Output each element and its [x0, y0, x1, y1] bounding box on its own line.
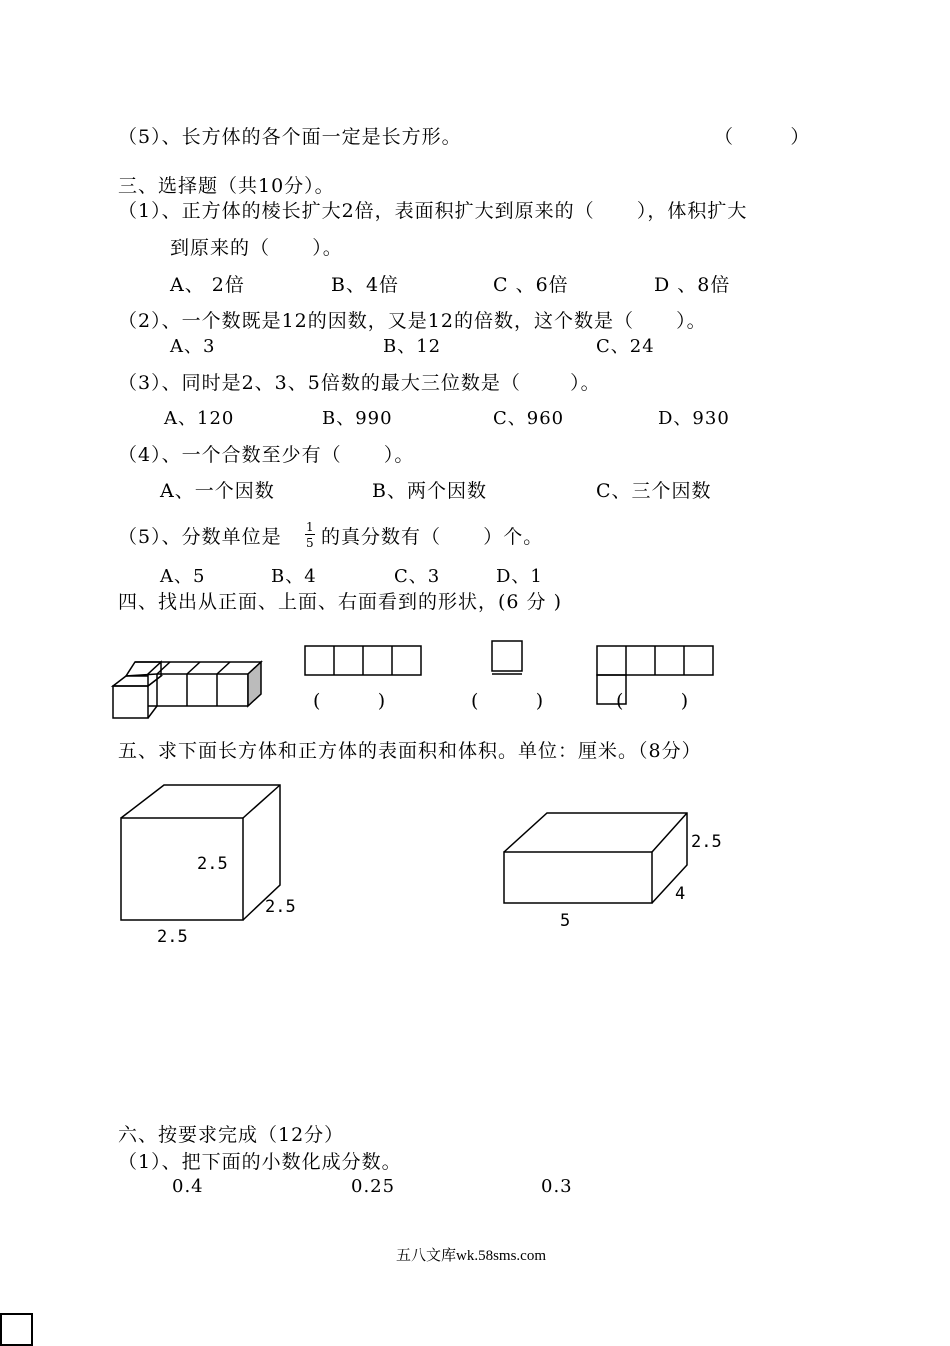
view-shape-2[interactable] — [492, 641, 522, 674]
cube-depth-label: 2.5 — [265, 897, 296, 917]
option-c[interactable]: C、三个因数 — [596, 480, 712, 502]
answer-blank[interactable]: ( ) — [616, 690, 690, 712]
decimal-item: 0.3 — [541, 1176, 573, 1197]
cuboid-depth-label: 4 — [675, 884, 686, 904]
option-b[interactable]: B、12 — [383, 336, 442, 357]
option-d[interactable]: D 、8倍 — [654, 274, 731, 296]
option-a[interactable]: A、一个因数 — [160, 480, 275, 502]
section-5-title: 五、求下面长方体和正方体的表面积和体积。单位：厘米。（8分） — [118, 740, 702, 762]
choice-question-4: （4）、一个合数至少有（ ）。 — [118, 444, 415, 466]
option-d[interactable]: D、930 — [658, 408, 730, 429]
option-c[interactable]: C、960 — [493, 408, 565, 429]
option-a[interactable]: A、3 — [170, 336, 216, 357]
question-6-1: （1）、把下面的小数化成分数。 — [118, 1151, 402, 1173]
cuboid-figure — [504, 813, 687, 903]
answer-blank[interactable]: ( ) — [471, 690, 545, 712]
choice-question-2: （2）、一个数既是12的因数，又是12的倍数，这个数是（ ）。 — [118, 310, 707, 332]
cuboid-height-label: 2.5 — [691, 832, 722, 852]
option-b[interactable]: B、4倍 — [331, 274, 400, 296]
cube-height-label: 2.5 — [197, 854, 228, 874]
decimal-item: 0.4 — [172, 1176, 204, 1197]
fraction — [305, 521, 315, 549]
option-a[interactable]: A、120 — [164, 408, 235, 429]
option-b[interactable]: B、990 — [322, 408, 393, 429]
page-corner-box — [1, 1314, 32, 1345]
footer-watermark: 五八文库wk.58sms.com — [396, 1248, 547, 1264]
choice-question-5-cont: 的真分数有（ ）个。 — [321, 526, 544, 548]
cube-stack-figure — [113, 662, 261, 718]
cube-width-label: 2.5 — [157, 927, 188, 947]
option-c[interactable]: C、3 — [394, 566, 441, 587]
option-c[interactable]: C、24 — [596, 336, 655, 357]
section-6-title: 六、按要求完成（12分） — [118, 1124, 345, 1146]
option-b[interactable]: B、4 — [271, 566, 317, 587]
answer-blank[interactable]: ( ) — [313, 690, 387, 712]
section-4-title: 四、找出从正面、上面、右面看到的形状，(6 分 ) — [118, 591, 562, 613]
option-c[interactable]: C 、6倍 — [493, 274, 569, 296]
decimal-item: 0.25 — [351, 1176, 396, 1197]
section-3-title: 三、选择题（共10分）。 — [118, 175, 335, 197]
choice-question-5: （5）、分数单位是 — [118, 526, 282, 548]
view-shape-1[interactable] — [305, 646, 421, 675]
choice-question-1-cont: 到原来的（ ）。 — [170, 237, 343, 259]
cube-figure — [121, 785, 280, 920]
option-b[interactable]: B、两个因数 — [372, 480, 487, 502]
judge-question-5: （5）、长方体的各个面一定是长方形。 — [118, 126, 462, 148]
option-d[interactable]: D、1 — [496, 566, 543, 587]
fraction-numerator: 1 — [306, 520, 314, 534]
option-a[interactable]: A、5 — [160, 566, 206, 587]
fraction-denominator: 5 — [306, 536, 314, 550]
option-a[interactable]: A、 2倍 — [170, 274, 245, 296]
answer-blank[interactable]: （ ） — [714, 126, 811, 148]
choice-question-1: （1）、正方体的棱长扩大2倍，表面积扩大到原来的（ ），体积扩大 — [118, 200, 748, 222]
choice-question-3: （3）、同时是2、3、5倍数的最大三位数是（ ）。 — [118, 372, 601, 394]
cuboid-length-label: 5 — [560, 911, 571, 931]
